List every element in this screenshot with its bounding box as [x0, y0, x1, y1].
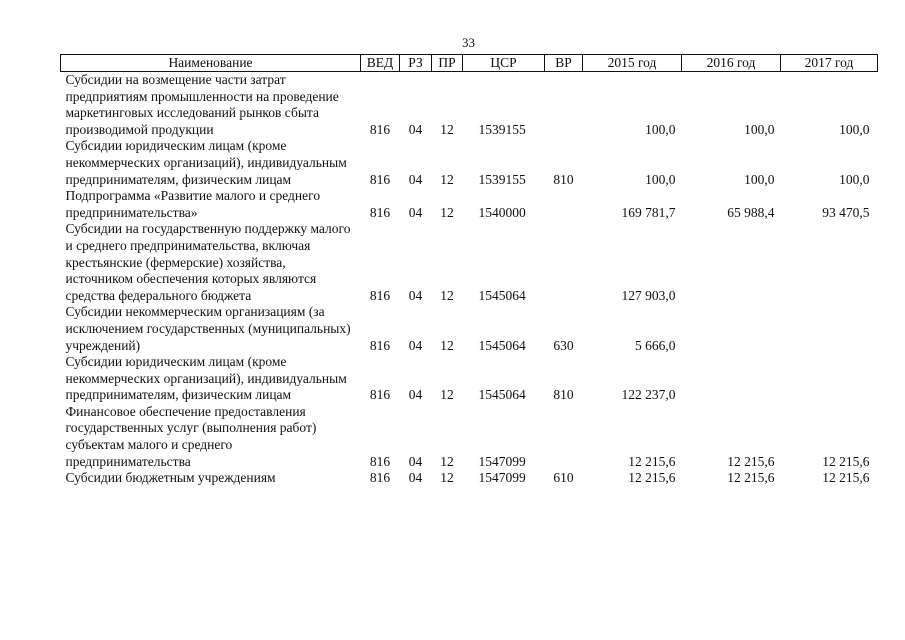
row-ved: 816 [369, 287, 391, 303]
header-name: Наименование [61, 55, 361, 72]
row-ved: 816 [369, 387, 391, 403]
table-header-row [61, 55, 878, 72]
table-row [61, 188, 878, 221]
row-amount-2015: 100,0 [645, 121, 676, 137]
header-2017: 2017 год [781, 55, 878, 72]
row-vr [545, 72, 583, 139]
row-rz: 04 [408, 453, 423, 469]
row-csr: 1545064 [478, 387, 526, 403]
table-row [61, 304, 878, 354]
row-pr: 12 [440, 337, 454, 353]
row-vr [545, 404, 583, 470]
row-amount-2015: 169 781,7 [621, 204, 676, 220]
row-pr: 12 [440, 287, 454, 303]
table-row [61, 354, 878, 404]
row-amount-2016 [682, 221, 781, 304]
header-2016: 2016 год [682, 55, 781, 72]
row-name: Субсидии на государственную поддержку малого и среднего предпринимательства, включая крестьянские (фермерские) хозяйства, источником обеспечения которых являются средства федерального бюджета [65, 221, 351, 303]
row-ved: 816 [369, 204, 391, 220]
row-rz: 04 [408, 204, 423, 220]
row-pr: 12 [440, 204, 454, 220]
header-ved: ВЕД [361, 55, 400, 72]
row-amount-2017: 100,0 [839, 121, 870, 137]
row-csr: 1540000 [478, 204, 526, 220]
row-amount-2017 [781, 221, 878, 304]
header-vr: ВР [545, 55, 583, 72]
row-amount-2015: 5 666,0 [635, 337, 676, 353]
row-name: Подпрограмма «Развитие малого и среднего предпринимательства» [65, 188, 321, 220]
row-rz: 04 [408, 171, 423, 187]
row-amount-2016 [682, 304, 781, 354]
row-vr: 810 [553, 387, 574, 403]
header-rz: РЗ [400, 55, 432, 72]
row-amount-2015: 100,0 [645, 171, 676, 187]
row-pr: 12 [440, 387, 454, 403]
row-amount-2017: 12 215,6 [822, 453, 870, 469]
row-csr: 1547099 [478, 453, 526, 469]
row-amount-2017 [781, 304, 878, 354]
row-pr: 12 [440, 171, 454, 187]
row-name: Субсидии юридическим лицам (кроме некоммерческих организаций), индивидуальным предпринимателям, физическим лицам [65, 138, 347, 187]
page-number: 33 [462, 35, 475, 50]
row-csr: 1539155 [478, 171, 526, 187]
row-ved: 816 [369, 470, 391, 486]
row-amount-2017: 100,0 [839, 171, 870, 187]
row-name: Субсидии на возмещение части затрат предприятиям промышленности на проведение маркетинговых исследований рынков сбыта производимой продукции [65, 72, 339, 137]
row-csr: 1545064 [478, 287, 526, 303]
row-ved: 816 [369, 453, 391, 469]
row-amount-2017 [781, 354, 878, 404]
row-vr [545, 188, 583, 221]
row-csr: 1547099 [478, 470, 526, 486]
row-amount-2015: 127 903,0 [621, 287, 676, 303]
row-name: Финансовое обеспечение предоставления государственных услуг (выполнения работ) субъектам малого и среднего предпринимательства [65, 403, 317, 469]
row-ved: 816 [369, 337, 391, 353]
row-pr: 12 [440, 453, 454, 469]
row-vr: 630 [553, 337, 574, 353]
row-pr: 12 [440, 470, 454, 486]
row-vr: 810 [553, 171, 574, 187]
row-amount-2016: 12 215,6 [727, 470, 775, 486]
budget-table [60, 54, 878, 487]
row-rz: 04 [408, 121, 423, 137]
table-row [61, 138, 878, 188]
row-amount-2016: 12 215,6 [727, 453, 775, 469]
row-name: Субсидии некоммерческим организациям (за исключением государственных (муниципальных) учреждений) [65, 304, 351, 353]
header-2015: 2015 год [583, 55, 682, 72]
row-rz: 04 [408, 287, 423, 303]
row-amount-2015: 12 215,6 [628, 453, 676, 469]
table-row [61, 470, 878, 487]
row-ved: 816 [369, 171, 391, 187]
header-pr: ПР [432, 55, 463, 72]
row-amount-2016: 100,0 [744, 121, 775, 137]
row-ved: 816 [369, 121, 391, 137]
row-amount-2016: 100,0 [744, 171, 775, 187]
table-row [61, 404, 878, 470]
row-amount-2015: 122 237,0 [621, 387, 676, 403]
table-row [61, 221, 878, 304]
row-amount-2016: 65 988,4 [727, 204, 775, 220]
row-name: Субсидии юридическим лицам (кроме некоммерческих организаций), индивидуальным предпринимателям, физическим лицам [65, 354, 347, 403]
row-rz: 04 [408, 387, 423, 403]
row-amount-2015: 12 215,6 [628, 470, 676, 486]
row-csr: 1539155 [478, 121, 526, 137]
row-rz: 04 [408, 337, 423, 353]
row-pr: 12 [440, 121, 454, 137]
row-amount-2017: 12 215,6 [822, 470, 870, 486]
row-amount-2017: 93 470,5 [822, 204, 870, 220]
row-vr [545, 221, 583, 304]
row-rz: 04 [408, 470, 423, 486]
row-name: Субсидии бюджетным учреждениям [65, 470, 276, 486]
row-vr: 610 [553, 470, 574, 486]
table-row [61, 72, 878, 139]
header-csr: ЦСР [463, 55, 545, 72]
row-amount-2016 [682, 354, 781, 404]
row-csr: 1545064 [478, 337, 526, 353]
